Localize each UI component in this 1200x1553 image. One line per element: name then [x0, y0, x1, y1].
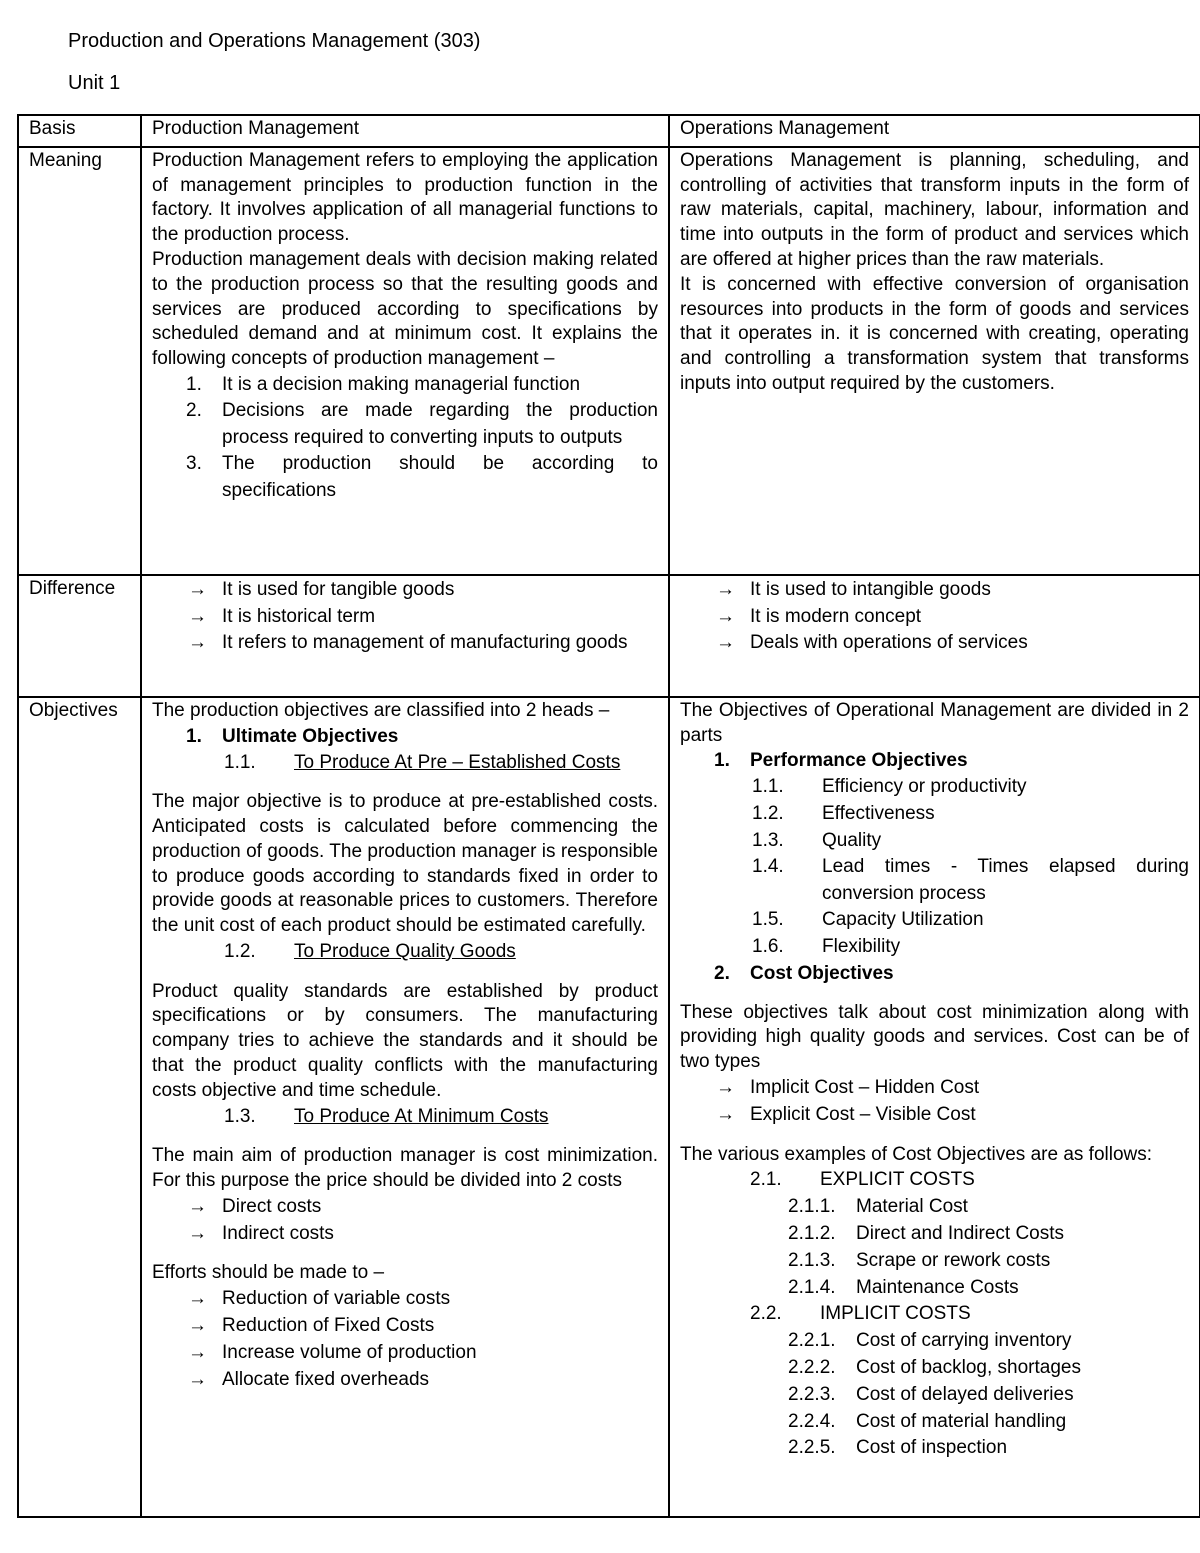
list-item: → It refers to management of manufacturing goods [188, 630, 658, 657]
list-item: → It is modern concept [716, 604, 1189, 631]
subheading-1-3: 1.3. To Produce At Minimum Costs [224, 1105, 549, 1127]
efforts-intro: Efforts should be made to – [152, 1262, 385, 1284]
document-title: Production and Operations Management (303) [68, 30, 481, 52]
list-item: 1.2. Effectiveness [752, 802, 935, 824]
arrow-icon: → [188, 605, 207, 627]
row-label-meaning: Meaning [18, 147, 141, 575]
list-item: 3. The production should be according to specifications [186, 453, 658, 501]
list-item: 1.1. Efficiency or productivity [752, 776, 1027, 798]
arrow-icon: → [188, 1222, 207, 1244]
explicit-costs-heading: 2.1. EXPLICIT COSTS [750, 1169, 975, 1191]
table-header-row [18, 115, 1200, 147]
objectives-operations-cell [669, 697, 1200, 1517]
comparison-table [17, 114, 1200, 1518]
arrow-icon: → [188, 578, 207, 600]
list-item: → Allocate fixed overheads [188, 1367, 658, 1394]
meaning-operations-p1: Operations Management is planning, scheduling, and controlling of activities that transform inputs in the form of raw materials, capital, machinery, labour, information and time into outputs in the form of product and services which are offered at higher prices than the raw materials. [680, 149, 1189, 270]
list-item: 2. Decisions are made regarding the production process required to converting inputs to outputs [186, 400, 658, 448]
objectives-operations-intro: The Objectives of Operational Management are divided in 2 parts [680, 699, 1189, 746]
arrow-icon: → [716, 1076, 735, 1098]
cost-division-list [152, 1194, 658, 1248]
list-item: → Deals with operations of services [716, 630, 1189, 657]
difference-operations-list [680, 577, 1189, 657]
cost-examples-paragraph: The various examples of Cost Objectives are as follows: [680, 1143, 1153, 1165]
list-item: 2.1.2. Direct and Indirect Costs [788, 1222, 1065, 1244]
row-label-objectives: Objectives [18, 697, 141, 1517]
list-item: 2.1.1. Material Cost [788, 1196, 968, 1218]
cost-objectives-heading: 2. Cost Objectives [714, 962, 894, 984]
list-item: 2.2.3. Cost of delayed deliveries [788, 1383, 1074, 1405]
list-item: 2.2.1. Cost of carrying inventory [788, 1330, 1072, 1352]
meaning-production-list [152, 372, 658, 505]
table-row-objectives [18, 697, 1200, 1517]
objectives-production-cell [141, 697, 669, 1517]
row-label-difference: Difference [18, 575, 141, 697]
list-item: → Reduction of Fixed Costs [188, 1313, 658, 1340]
meaning-operations-cell [669, 147, 1200, 575]
list-item: → It is used for tangible goods [188, 577, 658, 604]
implicit-costs-heading: 2.2. IMPLICIT COSTS [750, 1303, 971, 1325]
header-production-management: Production Management [141, 115, 669, 147]
subheading-1-2: 1.2. To Produce Quality Goods [224, 940, 516, 962]
meaning-production-p1: Production Management refers to employing the application of management principles to production function in the factory. It involves application of all managerial functions to the production process. [152, 149, 658, 246]
list-item: → Reduction of variable costs [188, 1286, 658, 1313]
list-item: 2.1.4. Maintenance Costs [788, 1276, 1019, 1298]
meaning-production-p2: Production management deals with decision making related to the production process so that the resulting goods and services are produced according to specifications by scheduled demand and at minimum cost. It explains the following concepts of production management – [152, 248, 658, 370]
meaning-production-cell [141, 147, 669, 575]
arrow-icon: → [716, 1103, 735, 1125]
arrow-icon: → [188, 1341, 207, 1363]
table-row-difference [18, 575, 1200, 697]
table-row-meaning [18, 147, 1200, 575]
list-item: 1.6. Flexibility [752, 935, 901, 957]
cost-objectives-paragraph: These objectives talk about cost minimization along with providing high quality goods and services. Cost can be of two types [680, 1001, 1189, 1073]
difference-production-cell [141, 575, 669, 697]
arrow-icon: → [188, 1314, 207, 1336]
list-item: 1. It is a decision making managerial function [186, 373, 581, 395]
list-item: 2.2.4. Cost of material handling [788, 1410, 1067, 1432]
subheading-1-1: 1.1. To Produce At Pre – Established Costs [224, 751, 621, 773]
paragraph-1-3: The main aim of production manager is cost minimization. For this purpose the price should be divided into 2 costs [152, 1145, 658, 1191]
header-basis: Basis [18, 115, 141, 147]
list-item: → It is used to intangible goods [716, 577, 1189, 604]
list-item: 2.2.5. Cost of inspection [788, 1437, 1008, 1459]
cost-types-list [680, 1075, 1189, 1129]
objectives-production-intro: The production objectives are classified into 2 heads – [152, 699, 610, 721]
arrow-icon: → [716, 605, 735, 627]
arrow-icon: → [716, 578, 735, 600]
list-item: → Implicit Cost – Hidden Cost [716, 1075, 1189, 1102]
header-operations-management: Operations Management [669, 115, 1200, 147]
arrow-icon: → [188, 1368, 207, 1390]
difference-operations-cell [669, 575, 1200, 697]
paragraph-1-2: Product quality standards are established by product specifications or by consumers. The manufacturing company tries to achieve the standards and it should be that the product quality conflicts with the manufacturing costs objective and time schedule. [152, 980, 658, 1101]
list-item: → It is historical term [188, 604, 658, 631]
list-item: → Explicit Cost – Visible Cost [716, 1102, 1189, 1129]
ultimate-objectives-heading: 1. Ultimate Objectives [186, 725, 399, 747]
unit-label: Unit 1 [68, 72, 121, 94]
list-item: 1.5. Capacity Utilization [752, 909, 984, 931]
list-item: 1.4. Lead times - Times elapsed during conversion process [752, 856, 1189, 904]
arrow-icon: → [188, 1195, 207, 1217]
arrow-icon: → [188, 1288, 207, 1310]
arrow-icon: → [188, 632, 207, 654]
list-item: → Direct costs [188, 1194, 658, 1221]
list-item: 2.1.3. Scrape or rework costs [788, 1249, 1051, 1271]
list-item: 1.3. Quality [752, 829, 882, 851]
paragraph-1-1: The major objective is to produce at pre-established costs. Anticipated costs is calculated before commencing the production of goods. The production manager is responsible to produce goods according to standards fixed in order to provide goods at reasonable prices to customers. Therefore the unit cost of each product should be estimated carefully. [152, 791, 658, 937]
list-item: 2.2.2. Cost of backlog, shortages [788, 1356, 1081, 1378]
list-item: → Indirect costs [188, 1221, 658, 1248]
meaning-operations-p2: It is concerned with effective conversion of organisation resources into products in the form of goods and services that it operates in. it is concerned with creating, operating and controlling a transformation system that transforms inputs into output required by the customers. [680, 273, 1189, 394]
difference-production-list [152, 577, 658, 657]
efforts-list [152, 1286, 658, 1393]
list-item: → Increase volume of production [188, 1340, 658, 1367]
arrow-icon: → [716, 632, 735, 654]
performance-objectives-heading: 1. Performance Objectives [714, 750, 968, 772]
